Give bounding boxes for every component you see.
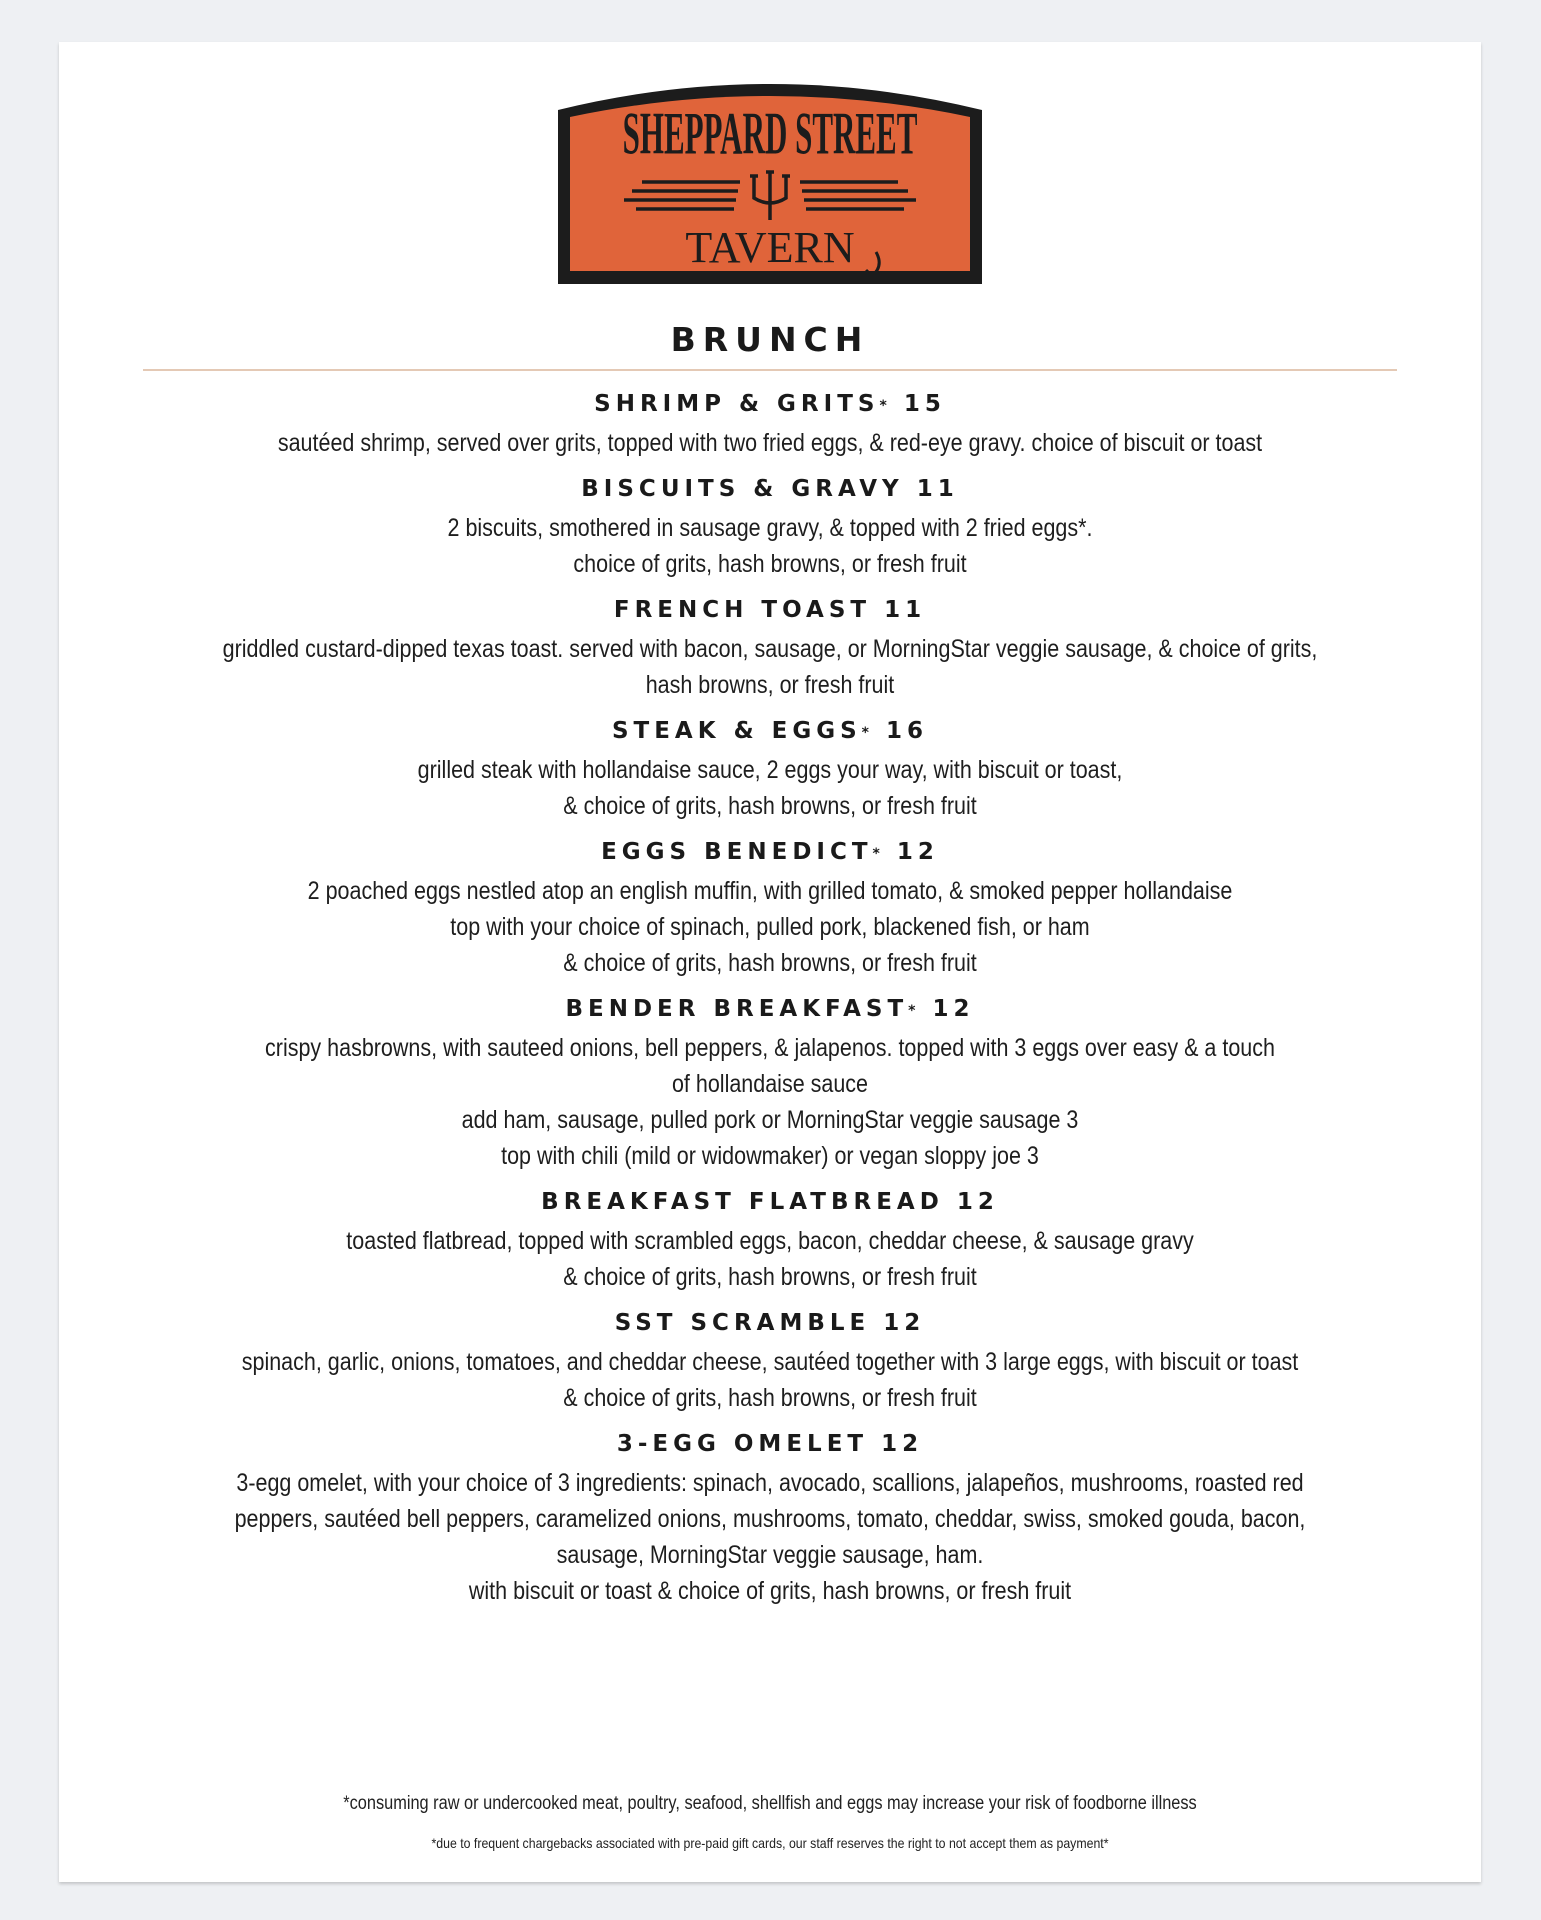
menu-item-description: 3-egg omelet, with your choice of 3 ingredients: spinach, avocado, scallions, jalapeños, mushrooms, roasted red [236,1469,1304,1497]
menu-title: BRUNCH [670,320,870,359]
menu-item-description: top with your choice of spinach, pulled pork, blackened fish, or ham [450,913,1090,941]
tavern-logo [554,72,986,288]
menu-page [59,42,1481,1882]
menu-item-name: STEAK & EGGS [611,718,862,744]
menu-item-heading [59,389,1481,419]
menu-item-description: sautéed shrimp, served over grits, topped with two fried eggs, & red-eye gravy. choice of biscuit or toast [277,429,1263,457]
menu-item-price: 12 [896,839,939,865]
menu-item-heading [59,1429,1481,1459]
menu-item-name: SST SCRAMBLE [614,1310,871,1336]
menu-item-description: with biscuit or toast & choice of grits, hash browns, or fresh fruit [468,1577,1072,1605]
menu-item-name: BENDER BREAKFAST [565,996,909,1022]
menu-item [59,389,1481,461]
menu-item-asterisk: * [908,1003,920,1019]
menu-item [59,474,1481,582]
menu-item-heading [59,837,1481,867]
menu-item [59,1187,1481,1295]
menu-item-description: of hollandaise sauce [671,1070,869,1098]
menu-item-price: 11 [916,476,959,502]
menu-item-description: top with chili (mild or widowmaker) or vegan sloppy joe 3 [501,1142,1039,1170]
menu-item-asterisk: * [872,846,884,862]
menu-item-description: griddled custard-dipped texas toast. served with bacon, sausage, or MorningStar veggie sausage, & choice of grits, [222,635,1318,663]
menu-item-name: EGGS BENEDICT [601,839,873,865]
menu-item-description: spinach, garlic, onions, tomatoes, and cheddar cheese, sautéed together with 3 large eggs, with biscuit or toast [241,1348,1299,1376]
menu-items [59,377,1481,1622]
menu-item-price: 12 [956,1189,999,1215]
menu-item-description: & choice of grits, hash browns, or fresh fruit [563,1263,977,1291]
menu-item-price: 12 [883,1310,926,1336]
menu-item-heading [59,1187,1481,1217]
menu-item-description: peppers, sautéed bell peppers, caramelized onions, mushrooms, tomato, cheddar, swiss, smoked gouda, bacon, [234,1505,1306,1533]
menu-item [59,716,1481,824]
menu-item [59,837,1481,981]
menu-item-asterisk: * [861,725,873,741]
menu-item-price: 15 [903,391,946,417]
menu-item-description: toasted flatbread, topped with scrambled eggs, bacon, cheddar cheese, & sausage gravy [346,1227,1194,1255]
menu-item-asterisk: * [879,398,891,414]
menu-item-name: FRENCH TOAST [613,597,872,623]
menu-item-description: 2 biscuits, smothered in sausage gravy, & topped with 2 fried eggs*. [447,514,1093,542]
menu-item-name: BREAKFAST FLATBREAD [541,1189,944,1215]
menu-item-description: hash browns, or fresh fruit [645,671,895,699]
menu-item-name: BISCUITS & GRAVY [581,476,904,502]
menu-item [59,595,1481,703]
footnotes [59,1792,1481,1852]
menu-item [59,1429,1481,1609]
menu-item-price: 16 [886,718,929,744]
menu-item-description: grilled steak with hollandaise sauce, 2 eggs your way, with biscuit or toast, [417,756,1123,784]
menu-item [59,994,1481,1174]
menu-item-heading [59,994,1481,1024]
logo-line1: SHEPPARD STREET [622,100,918,168]
menu-item-price: 12 [881,1431,924,1457]
menu-item [59,1308,1481,1416]
menu-item-description: & choice of grits, hash browns, or fresh fruit [563,949,977,977]
tavern-logo-graphic [554,72,986,288]
menu-item-heading [59,474,1481,504]
menu-item-description: 2 poached eggs nestled atop an english muffin, with grilled tomato, & smoked pepper hollandaise [307,877,1233,905]
title-divider [143,369,1397,371]
raw-food-warning: *consuming raw or undercooked meat, poultry, seafood, shellfish and eggs may increase your risk of foodborne illness [343,1793,1197,1814]
menu-item-description: crispy hasbrowns, with sauteed onions, bell peppers, & jalapenos. topped with 3 eggs over easy & a touch [265,1034,1275,1062]
menu-item-heading [59,595,1481,625]
menu-item-description: & choice of grits, hash browns, or fresh fruit [563,1384,977,1412]
menu-item-name: SHRIMP & GRITS [594,391,880,417]
menu-item-name: 3-EGG OMELET [616,1431,869,1457]
menu-item-heading [59,716,1481,746]
gift-card-notice: *due to frequent chargebacks associated with pre-paid gift cards, our staff reserves the right to not accept them as payment* [431,1835,1109,1851]
menu-item-description: choice of grits, hash browns, or fresh fruit [573,550,967,578]
menu-item-description: add ham, sausage, pulled pork or MorningStar veggie sausage 3 [461,1106,1079,1134]
menu-item-heading [59,1308,1481,1338]
logo-line2: TAVERN [685,223,855,272]
menu-item-description: sausage, MorningStar veggie sausage, ham. [556,1541,984,1569]
menu-item-description: & choice of grits, hash browns, or fresh fruit [563,792,977,820]
menu-item-price: 12 [932,996,975,1022]
menu-item-price: 11 [884,597,927,623]
